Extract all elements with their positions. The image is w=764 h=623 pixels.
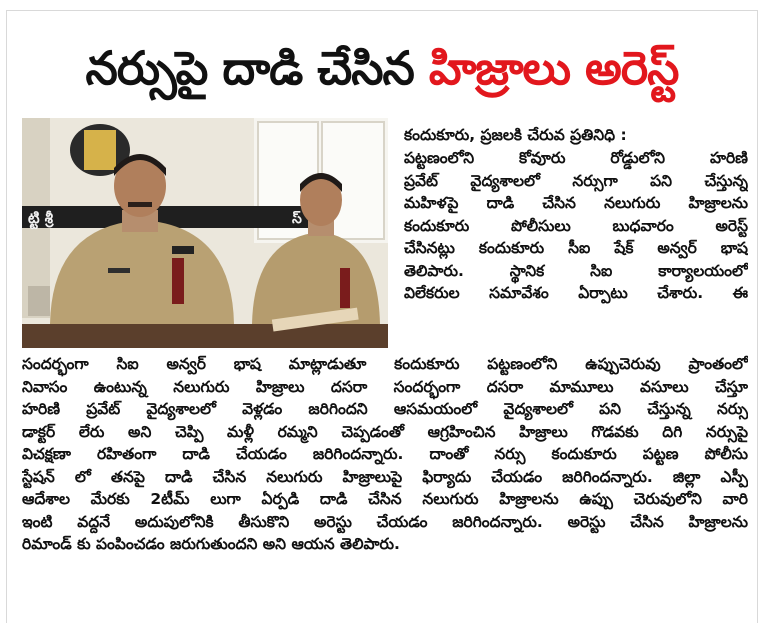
- text-line: హరిణి ప్రవేట్ వైద్యశాలలో వెళ్లడం జరిగిందని ఆసమయంలో వైద్యశాలలో పని చేస్తున్న నర్సు: [22, 400, 748, 418]
- name-board-text-right: స్: [292, 211, 302, 227]
- text-line: మహిళపై దాడి చేసిన నలుగురు హిజ్రాలను: [404, 194, 748, 212]
- text-line: సందర్భంగా సిఐ అన్వర్ భాష మాట్లాడుతూ కందుకూరు పట్టణంలోని ఉప్పుచెరువు ప్రాంతంలో: [22, 355, 748, 373]
- text-line: విచక్షణా రహితంగా దాడి చేయడం జరిగిందన్నారు. దాంతో నర్సు కందుకూరు పట్టణ పోలీసు: [22, 445, 748, 463]
- text-line: ఇంటి వద్దనే అదుపులోనికి తీసుకొని అరెస్టు చేయడం జరిగిందన్నారు. అరెస్టు చేసిన హిజ్రాలను: [22, 512, 748, 531]
- body-text: [22, 353, 748, 556]
- officers-photo-illustration: [22, 118, 388, 348]
- text-line: స్టేషన్ లో తనపై దాడి చేసిన నలుగురు హిజ్రాలుపై ఫిర్యాదు చేయడం జరిగిందన్నారు. జిల్లా ఎస్పీ: [22, 467, 748, 486]
- text-line: రిమాండ్ కు పంపించడం జరుగుతుందని అని ఆయన తెలిపారు.: [22, 535, 400, 553]
- text-line: నివాసం ఉంటున్న నలుగురు హిజ్రాలు దసరా సందర్భంగా దసరా మామూలు వసూలు చేస్తూ: [22, 377, 748, 396]
- text-line: పట్టణంలోని కోవూరు రోడ్డులోని హరిణి: [404, 149, 748, 167]
- text-line: విలేకరుల సమావేశం ఏర్పాటు చేశారు. ఈ: [404, 284, 748, 302]
- name-board-text: ట్టి శ్రీ: [28, 209, 54, 227]
- text-line: చేసినట్లు కందుకూరు సీఐ షేక్ అన్వర్ భాష: [404, 239, 748, 257]
- byline: కందుకూరు, ప్రజలకి చేరువ ప్రతినిధి :: [404, 126, 627, 144]
- column-text: [404, 147, 748, 305]
- article-photo: [22, 118, 388, 348]
- headline-part-2: హిజ్రాలు అరెస్ట్: [428, 41, 679, 95]
- headline: [0, 28, 764, 108]
- text-line: డాక్టర్ లేరు అని చెప్పి మళ్లీ రమ్మని చెప్పడంతో ఆగ్రహించిన హిజ్రాలు గొడవకు దిగి నర్సుపై: [22, 422, 748, 441]
- text-line: ప్రవేట్ వైద్యశాలలో నర్సుగా పని చేస్తున్న: [404, 171, 748, 190]
- text-line: కందుకూరు పోలీసులు బుధవారం అరెస్ట్: [404, 216, 748, 235]
- headline-part-1: నర్సుపై దాడి చేసిన: [85, 41, 414, 95]
- text-line: ఆదేశాల మేరకు 2టీమ్ లుగా ఏర్పడి దాడి చేసిన నలుగురు హిజ్రాలను ఉప్పు చెరువులోని వారి: [22, 490, 748, 508]
- text-line: తెలిపారు. స్థానిక సిఐ కార్యాలయంలో: [404, 261, 748, 280]
